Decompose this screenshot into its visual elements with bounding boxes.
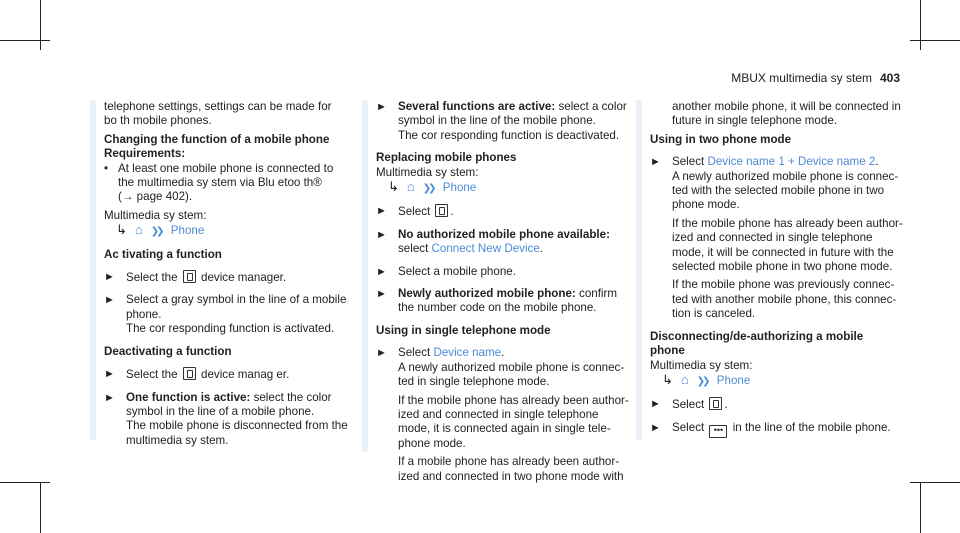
instruction-step	[650, 397, 906, 412]
text: .	[875, 155, 879, 169]
text: Select	[672, 398, 705, 412]
text: .	[539, 242, 544, 256]
menu-path	[104, 223, 355, 239]
text-line: ized and connected in single telephone	[398, 407, 599, 421]
multimedia-label: Multimedia sy stem:	[104, 208, 207, 222]
instruction-step	[376, 265, 630, 279]
bullet: •	[104, 161, 109, 175]
arrow-step-icon: ►	[376, 288, 387, 301]
text: Select	[672, 420, 705, 434]
return-arrow-icon: ↳	[662, 371, 673, 387]
instruction-step	[376, 346, 630, 484]
crop-mark	[920, 0, 921, 50]
text-line: tion is canceled.	[672, 307, 756, 321]
device-manager-icon[interactable]	[435, 204, 448, 217]
header-title: MBUX multimedia sy stem	[731, 71, 872, 85]
page-ref: (→ page 402).	[118, 190, 193, 204]
arrow-step-icon: ►	[376, 205, 387, 218]
section-bar	[636, 100, 642, 440]
text-line: selected mobile phone in two phone mode.	[672, 260, 893, 274]
text-line: Select a mobile phone.	[398, 264, 516, 278]
instruction-step	[104, 391, 355, 449]
requirement-item	[104, 162, 355, 205]
text-line: Select a gray symbol in the line of a mobile	[126, 293, 347, 307]
text-line: phone mode.	[398, 436, 466, 450]
section-heading: Changing the function of a mobile phone	[104, 132, 330, 146]
arrow-step-icon: ►	[650, 156, 661, 169]
section-heading: Using in two phone mode	[650, 132, 792, 146]
text-line: mode, it is connected again in single tele‐	[398, 422, 611, 436]
text: select a color	[555, 100, 627, 113]
return-arrow-icon: ↳	[116, 222, 127, 238]
device-manager-icon[interactable]	[709, 397, 722, 410]
text: device manager.	[201, 271, 287, 285]
text-line: If a mobile phone has already been author‐	[398, 455, 620, 469]
home-icon: ⌂	[134, 222, 143, 238]
text-line: the multimedia sy stem via Blu etoo th®	[118, 176, 322, 190]
text-line: If the mobile phone was previously connec‐	[672, 278, 895, 292]
device-name-link[interactable]: Device name	[433, 346, 502, 360]
condition-label: One function is active:	[126, 390, 251, 404]
crop-mark	[0, 40, 50, 41]
connect-new-device-link[interactable]: Connect New Device	[431, 242, 540, 256]
text-line: ized and connected in two phone mode with	[398, 469, 624, 483]
text-line: The cor responding function is deactivated.	[398, 128, 620, 142]
text-line: ted with the selected mobile phone in two	[672, 184, 885, 198]
chevron-icon: ❯❯	[422, 183, 434, 195]
section-bar	[90, 100, 96, 440]
section-heading: Replacing mobile phones	[376, 151, 517, 165]
menu-path	[376, 180, 630, 196]
device-manager-icon[interactable]	[183, 367, 196, 380]
multimedia-label: Multimedia sy stem:	[376, 165, 479, 179]
requirements-heading: Requirements:	[104, 147, 186, 161]
arrow-step-icon: ►	[650, 421, 661, 434]
text-line: At least one mobile phone is connected to	[118, 161, 334, 175]
instruction-step	[650, 421, 906, 438]
text-line: ted with another mobile phone, this connec‐	[672, 292, 897, 306]
text-line: A newly authorized mobile phone is connec‐	[398, 360, 625, 374]
text-line: ted in single telephone mode.	[398, 375, 550, 389]
menu-path	[650, 373, 906, 389]
chevron-icon: ❯❯	[696, 375, 708, 387]
page-header	[731, 71, 900, 85]
text: .	[724, 398, 728, 412]
text-line: The mobile phone is disconnected from the	[126, 419, 348, 433]
chevron-icon: ❯❯	[150, 226, 162, 238]
text: Select	[398, 346, 434, 360]
text-line: If the mobile phone has already been author‐	[398, 393, 629, 407]
condition-label: No authorized mobile phone available:	[398, 227, 610, 241]
return-arrow-icon: ↳	[388, 179, 399, 195]
text-line: The cor responding function is activated.	[126, 322, 335, 336]
text-line: multimedia sy stem.	[126, 433, 229, 447]
text: in the line of the mobile phone.	[732, 420, 891, 434]
phone-link[interactable]: Phone	[170, 224, 205, 238]
arrow-step-icon: ►	[104, 391, 115, 404]
arrow-step-icon: ►	[650, 398, 661, 411]
column-1	[90, 100, 355, 448]
arrow-step-icon: ►	[376, 265, 387, 278]
column-3	[636, 100, 906, 438]
text: select	[398, 242, 432, 256]
home-icon: ⌂	[406, 179, 415, 195]
home-icon: ⌂	[680, 371, 689, 387]
phone-link[interactable]: Phone	[716, 373, 751, 387]
section-heading: Ac tivating a function	[104, 247, 222, 261]
device-name-pair-link[interactable]: Device name 1 + Device name 2	[707, 155, 876, 169]
section-heading: Disconnecting/de-authorizing a mobile	[650, 329, 864, 343]
multimedia-label: Multimedia sy stem:	[650, 358, 753, 372]
text-line: telephone settings, settings can be made for	[104, 100, 332, 113]
instruction-step	[376, 287, 630, 316]
text-line: ized and connected in single telephone	[672, 231, 873, 245]
instruction-step	[650, 155, 906, 321]
arrow-step-icon: ►	[376, 228, 387, 241]
instruction-step	[376, 228, 630, 257]
text-line: A newly authorized mobile phone is connec‐	[672, 169, 899, 183]
text-line: phone mode.	[672, 198, 740, 212]
arrow-step-icon: ►	[104, 271, 115, 284]
text-line: bo th mobile phones.	[104, 114, 212, 128]
device-manager-icon[interactable]	[183, 270, 196, 283]
instruction-step	[104, 367, 355, 382]
instruction-step	[376, 204, 630, 219]
arrow-step-icon: ►	[104, 368, 115, 381]
phone-link[interactable]: Phone	[442, 181, 477, 195]
text-line: symbol in the line of the mobile phone.	[398, 114, 596, 128]
crop-mark	[40, 0, 41, 50]
more-icon[interactable]: •••	[709, 425, 727, 438]
column-2	[362, 100, 630, 484]
text: Select	[672, 155, 708, 169]
crop-mark	[910, 482, 960, 483]
arrow-step-icon: ►	[376, 101, 387, 113]
text-line: another mobile phone, it will be connected in	[672, 100, 901, 113]
text: confirm	[575, 287, 618, 301]
text-line: symbol in the line of a mobile phone.	[126, 404, 315, 418]
section-heading: Using in single telephone mode	[376, 323, 551, 337]
text: Select the	[126, 368, 178, 382]
text: Select the	[126, 271, 178, 285]
condition-label: Several functions are active:	[398, 100, 556, 113]
text-line: mode, it will be connected in future with the	[672, 245, 894, 259]
text-line: If the mobile phone has already been author‐	[672, 216, 903, 230]
text: .	[501, 346, 505, 360]
text-line: future in single telephone mode.	[672, 114, 838, 128]
crop-mark	[0, 482, 50, 483]
arrow-step-icon: ►	[376, 347, 387, 360]
text: Select	[398, 205, 431, 219]
text: device manag er.	[201, 368, 290, 382]
text: select the color	[250, 390, 332, 404]
section-bar	[362, 100, 368, 452]
instruction-step	[104, 293, 355, 336]
page-number: 403	[879, 71, 900, 85]
condition-label: Newly authorized mobile phone:	[398, 287, 576, 301]
instruction-step	[104, 270, 355, 285]
text: .	[450, 205, 454, 219]
crop-mark	[920, 483, 921, 533]
section-heading: Deactivating a function	[104, 344, 232, 358]
arrow-step-icon: ►	[104, 294, 115, 307]
section-heading: phone	[650, 344, 685, 358]
crop-mark	[40, 483, 41, 533]
crop-mark	[910, 40, 960, 41]
text-line: phone.	[126, 307, 162, 321]
text-line: the number code on the mobile phone.	[398, 301, 597, 315]
instruction-step	[376, 100, 630, 143]
